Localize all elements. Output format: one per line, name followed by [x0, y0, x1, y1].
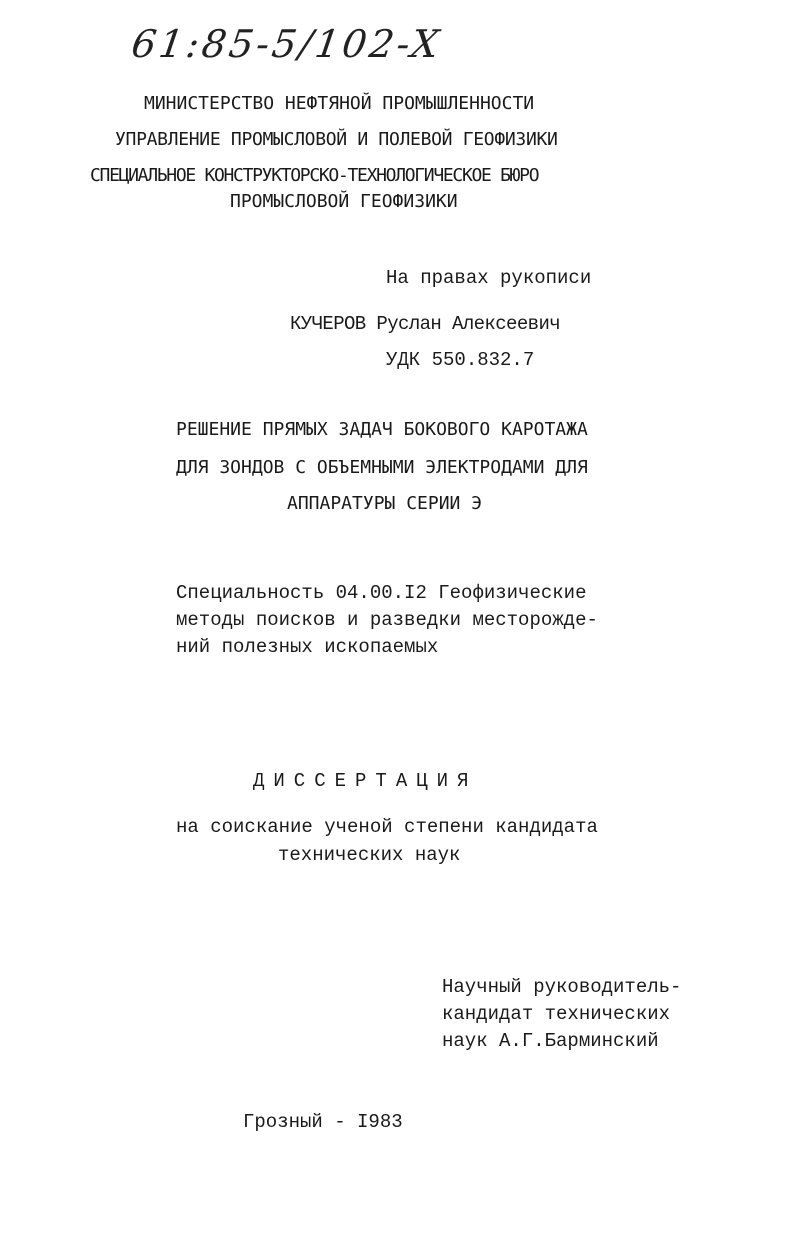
- specialty-line-1: Специальность 04.00.I2 Геофизические: [176, 582, 587, 604]
- author-name: КУЧЕРОВ Руслан Алексеевич: [290, 313, 561, 335]
- supervisor-line-3: наук А.Г.Барминский: [442, 1030, 659, 1052]
- ministry-line: МИНИСТЕРСТВО НЕФТЯНОЙ ПРОМЫШЛЕННОСТИ: [144, 93, 535, 114]
- document-type: ДИССЕРТАЦИЯ: [253, 770, 478, 792]
- place-and-year: Грозный - I983: [243, 1111, 403, 1133]
- supervisor-line-2: кандидат технических: [442, 1003, 671, 1025]
- specialty-line-2: методы поисков и разведки месторожде-: [176, 609, 598, 631]
- department-line: УПРАВЛЕНИЕ ПРОМЫСЛОВОЙ И ПОЛЕВОЙ ГЕОФИЗИКИ: [115, 129, 558, 150]
- specialty-line-3: ний полезных ископаемых: [176, 636, 439, 658]
- bureau-line-2: ПРОМЫСЛОВОЙ ГЕОФИЗИКИ: [230, 191, 458, 212]
- bureau-line: СПЕЦИАЛЬНОЕ КОНСТРУКТОРСКО-ТЕХНОЛОГИЧЕСКОЕ БЮРО: [90, 165, 539, 186]
- title-line-3: АППАРАТУРЫ СЕРИИ Э: [287, 493, 483, 514]
- archive-mark: 61:85-5/102-X: [128, 22, 445, 66]
- degree-line-1: на соискание ученой степени кандидата: [176, 816, 598, 838]
- title-line-2: ДЛЯ ЗОНДОВ С ОБЪЕМНЫМИ ЭЛЕКТРОДАМИ ДЛЯ: [176, 457, 588, 478]
- supervisor-line-1: Научный руководитель-: [442, 976, 682, 998]
- degree-line-2: технических наук: [278, 844, 461, 866]
- manuscript-note: На правах рукописи: [386, 267, 592, 289]
- title-line-1: РЕШЕНИЕ ПРЯМЫХ ЗАДАЧ БОКОВОГО КАРОТАЖА: [176, 419, 588, 440]
- udk-code: УДК 550.832.7: [386, 349, 535, 371]
